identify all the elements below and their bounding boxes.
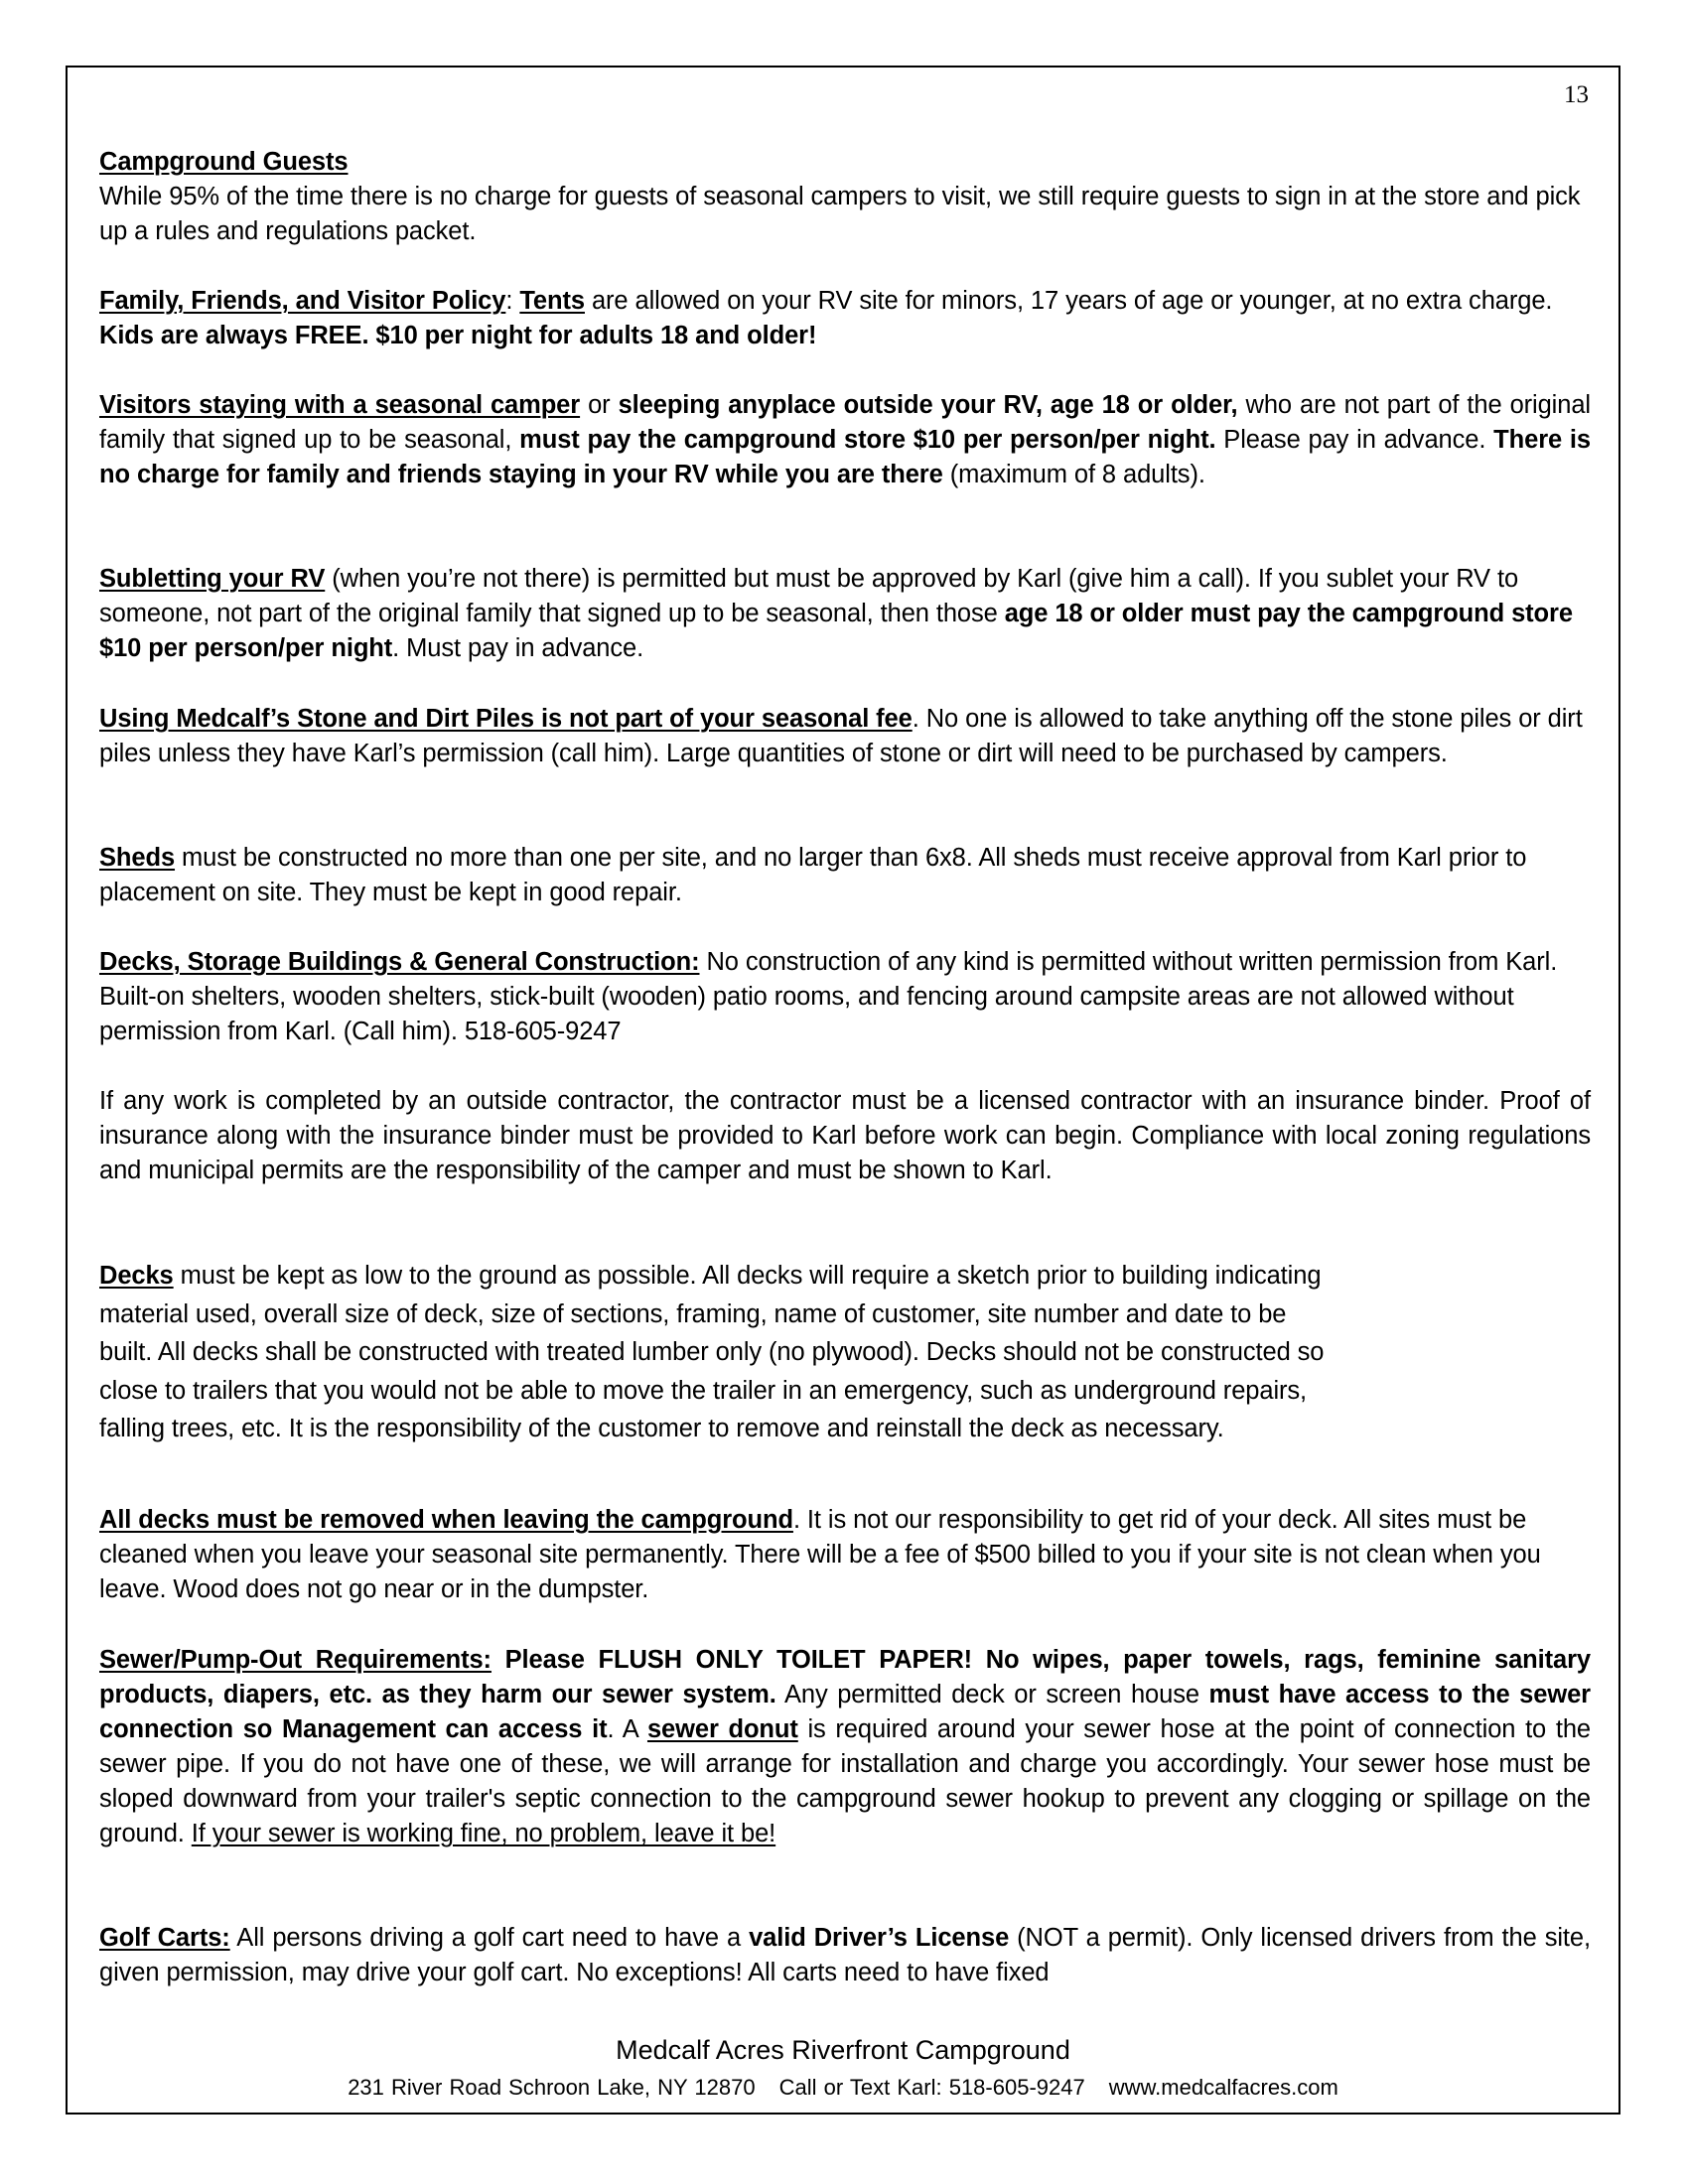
sewer-note: If your sewer is working fine, no problem, leave it be! [191,1820,776,1847]
section-heading: All decks must be removed when leaving the campground [99,1506,793,1534]
section-sheds: Sheds must be constructed no more than one per site, and no larger than 6x8. All sheds must receive approval from Karl prior to placement on site. They must be kept in good repair. [99,844,1527,906]
section-family-policy: Family, Friends, and Visitor Policy: Tents are allowed on your RV site for minors, 17 years of age or younger, at no extra charge. Kids are always FREE. $10 per night for adults 18 and older! [99,287,1553,349]
section-text: If any work is completed by an outside contractor, the contractor must be a licensed contractor with an insurance binder. Proof of insurance along with the insurance binder must be provided to Karl before work can begin. Compliance with local zoning regulations and municipal permits are the responsibility of the camper and must be shown to Karl. [99,1087,1591,1184]
section-heading: Sewer/Pump-Out Requirements: [99,1646,492,1674]
section-subletting: Subletting your RV (when you’re not there) is permitted but must be approved by Karl (give him a call). If you sublet your RV to someone, not part of the original family that signed up to be seasonal, then those age 18 or older must pay the campground store $10 per person/per night. Must pay in advance. [99,565,1573,662]
footer-contact: Call or Text Karl: 518-605-9247 [778,2075,1085,2100]
footer-address: 231 River Road Schroon Lake, NY 12870 [348,2075,756,2100]
footer-title: Medcalf Acres Riverfront Campground [616,2035,1070,2065]
section-heading: Visitors staying with a seasonal camper [99,391,581,419]
section-text: While 95% of the time there is no charge for guests of seasonal campers to visit, we still require guests to sign in at the store and pick up a rules and regulations packet. [99,183,1581,245]
section-decks: Decks must be kept as low to the ground as possible. All decks will require a sketch prior to building indicating material used, overall size of deck, size of sections, framing, name of customer, site number and date to be built. All decks shall be constructed with treated lumber only (no plywood). Decks should not be constructed so close to trailers that you would not be able to move the trailer in an emergency, such as underground repairs, falling trees, etc. It is the responsibility of the customer to remove and reinstall the deck as necessary. [99,1262,1325,1442]
sewer-donut-term: sewer donut [646,1715,798,1743]
tents-label: Tents [519,287,585,315]
section-heading: Subletting your RV [99,565,326,593]
footer-info [66,2075,1620,2101]
section-heading: Golf Carts: [99,1924,230,1952]
section-heading: Sheds [99,844,176,872]
section-deck-removal: All decks must be removed when leaving the campground. It is not our responsibility to get rid of your deck. All sites must be cleaned when you leave your seasonal site permanently. There will be a fee of $500 billed to you if your site is not clean when you leave. Wood does not go near or in the dumpster. [99,1506,1541,1603]
section-heading: Using Medcalf’s Stone and Dirt Piles is not part of your seasonal fee [99,705,913,733]
footer-website: www.medcalfacres.com [1108,2075,1338,2100]
section-heading: Decks, Storage Buildings & General Construction: [99,948,700,976]
section-heading: Family, Friends, and Visitor Policy [99,287,506,315]
section-stone-dirt-piles: Using Medcalf’s Stone and Dirt Piles is not part of your seasonal fee. No one is allowed to take anything off the stone piles or dirt piles unless they have Karl’s permission (call him). Large quantities of stone or dirt will need to be purchased by campers. [99,705,1583,767]
section-sewer: Sewer/Pump-Out Requirements: Please FLUSH ONLY TOILET PAPER! No wipes, paper towels, rags, feminine sanitary products, diapers, etc. as they harm our sewer system. Any permitted deck or screen house must have access to the sewer connection so Management can access it. A sewer donut is required around your sewer hose at the point of connection to the sewer pipe. If you do not have one of these, we will arrange for installation and charge you accordingly. Your sewer hose must be sloped downward from your trailer's septic connection to the campground sewer hookup to prevent any clogging or spillage on the ground. If your sewer is working fine, no problem, leave it be! [99,1646,1591,1847]
section-golf-carts: Golf Carts: All persons driving a golf cart need to have a valid Driver’s License (NOT a permit). Only licensed drivers from the site, given permission, may drive your golf cart. No exceptions! All carts need to have fixed [99,1924,1591,1986]
section-campground-guests [99,145,1591,249]
kids-free-note: Kids are always FREE. $10 per night for adults 18 and older! [99,322,817,349]
section-heading: Decks [99,1262,174,1290]
page-number: 13 [1564,81,1589,108]
section-heading: Campground Guests [99,148,349,176]
section-construction: Decks, Storage Buildings & General Construction: No construction of any kind is permitted without written permission from Karl. Built-on shelters, wooden shelters, stick-built (wooden) patio rooms, and fencing around campsite areas are not allowed without permission from Karl. (Call him). 518-605-9247 [99,948,1558,1045]
section-visitors: Visitors staying with a seasonal camper or sleeping anyplace outside your RV, age 18 or older, who are not part of the original family that signed up to be seasonal, must pay the campground store $10 per person/per night. Please pay in advance. There is no charge for family and friends staying in your RV while you are there (maximum of 8 adults). [99,391,1591,488]
section-contractor [99,1084,1591,1188]
